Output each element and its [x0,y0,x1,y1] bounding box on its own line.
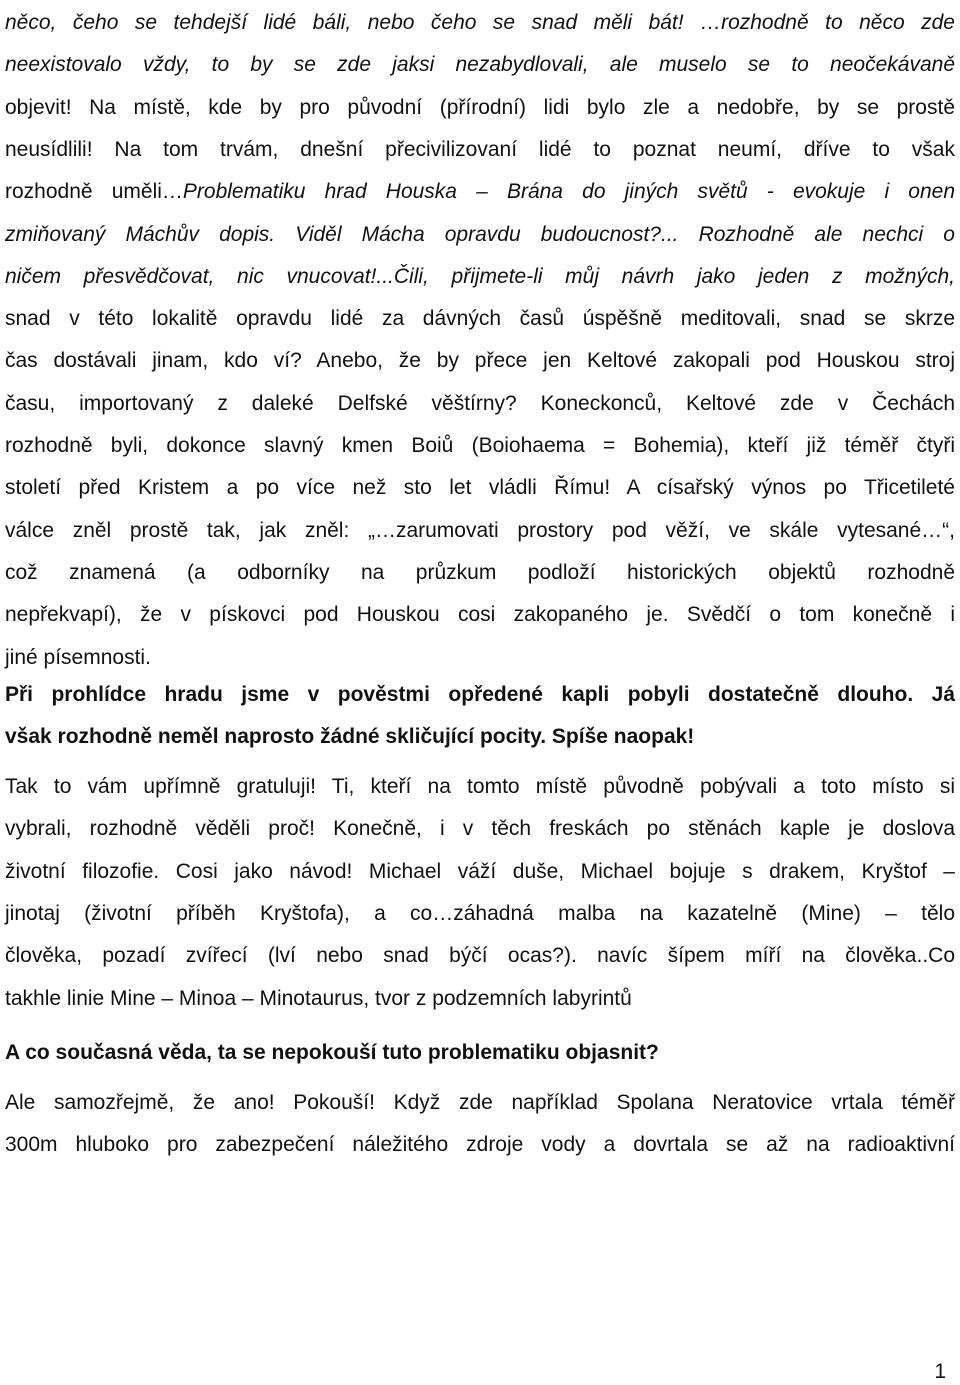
text-run: neexistovalo vždy, to by se zde jaksi nezabydlovali, ale muselo se to neočekávaně [5,53,955,77]
text-run: nepřekvapí), že v pískovci pod Houskou cosi zakopaného je. Svědčí o tom konečně i [5,603,955,627]
text-run: což znamená (a odborníky na průzkum podloží historických objektů rozhodně [5,560,955,584]
text-line [5,262,955,292]
text-line [5,431,955,461]
text-run: rozhodně uměli… [5,180,183,204]
text-run: století před Kristem a po více než sto let vládli Římu! A císařský výnos po Třicetileté [5,476,955,500]
text-run: takhle linie Mine – Minoa – Minotaurus, tvor z podzemních labyrintů [5,986,632,1010]
text-run: Tak to vám upřímně gratuluji! Ti, kteří na tomto místě původně pobývali a toto místo si [5,775,955,798]
text-run: času, importovaný z daleké Delfské věštírny? Koneckonců, Keltové zde v Čechách [5,391,955,415]
text-run: objevit! Na místě, kde by pro původní (přírodní) lidi bylo zle a nedobře, by se prostě [5,95,955,119]
text-line [5,50,955,80]
text-run: čas dostávali jinam, kdo ví? Anebo, že by přece jen Keltové zakopali pod Houskou stroj [5,349,955,373]
text-line [5,600,955,630]
text-line [5,8,955,38]
text-run: vybrali, rozhodně věděli proč! Konečně, i v těch freskách po stěnách kaple je doslova [5,817,955,841]
text-line [5,177,955,207]
text-run: ničem přesvědčovat, nic vnucovat!...Čili, přijmete-li můj návrh jako jeden z možných, [5,264,955,288]
text-run: Při prohlídce hradu jsme v pověstmi opředené kapli pobyli dostatečně dlouho. Já [5,683,955,706]
text-line [5,135,955,165]
text-run: neusídlili! Na tom trvám, dnešní přecivilizovaní lidé to poznat neumí, dříve to však [5,137,955,161]
text-run: rozhodně byli, dokonce slavný kmen Boiů (Boiohaema = Bohemia), kteří již téměř čtyři [5,434,955,457]
text-line [5,220,955,250]
text-line [5,814,955,844]
text-run: jiné písemnosti. [5,645,151,669]
text-line [5,899,955,929]
text-line [5,93,955,123]
text-line [5,389,955,419]
text-line [5,304,955,334]
text-line [5,516,955,546]
text-run: životní filozofie. Cosi jako návod! Michael váží duše, Michael bojuje s drakem, Kryštof – [5,859,955,883]
text-run: válce zněl prostě tak, jak zněl: „…zarumovati prostory pod věží, ve skále vytesané…“, [5,518,955,542]
text-run: A co současná věda, ta se nepokouší tuto problematiku objasnit? [5,1041,659,1064]
text-line [5,643,955,673]
text-line [5,1130,955,1160]
text-line [5,941,955,971]
text-run: Ale samozřejmě, že ano! Pokouší! Když zde například Spolana Neratovice vrtala téměř [5,1091,955,1114]
text-line [5,680,955,710]
text-line [5,857,955,887]
text-line [5,1088,955,1118]
text-run: snad v této lokalitě opravdu lidé za dávných časů úspěšně meditovali, snad se skrze [5,307,955,331]
text-line [5,1038,955,1068]
text-line [5,984,955,1014]
text-line [5,722,955,752]
text-line [5,558,955,588]
text-line [5,772,955,802]
text-run: něco, čeho se tehdejší lidé báli, nebo čeho se snad měli bát! …rozhodně to něco zde [5,11,955,34]
text-run: člověka, pozadí zvířecí (lví nebo snad býčí ocas?). navíc šípem míří na člověka..Co [5,944,955,968]
text-run: jinotaj (životní příběh Kryštofa), a co…záhadná malba na kazatelně (Mine) – tělo [5,901,955,925]
text-run: 300m hluboko pro zabezpečení náležitého zdroje vody a dovrtala se až na radioaktivní [5,1133,955,1156]
text-line [5,346,955,376]
text-line [5,473,955,503]
text-run: Problematiku hrad Houska – Brána do jiných světů - evokuje i onen [182,180,955,204]
page-number: 1 [934,1360,946,1383]
text-run: zmiňovaný Máchův dopis. Viděl Mácha opravdu budoucnost?... Rozhodně ale nechci o [5,222,955,246]
text-run: však rozhodně neměl naprosto žádné skličující pocity. Spíše naopak! [5,725,695,748]
